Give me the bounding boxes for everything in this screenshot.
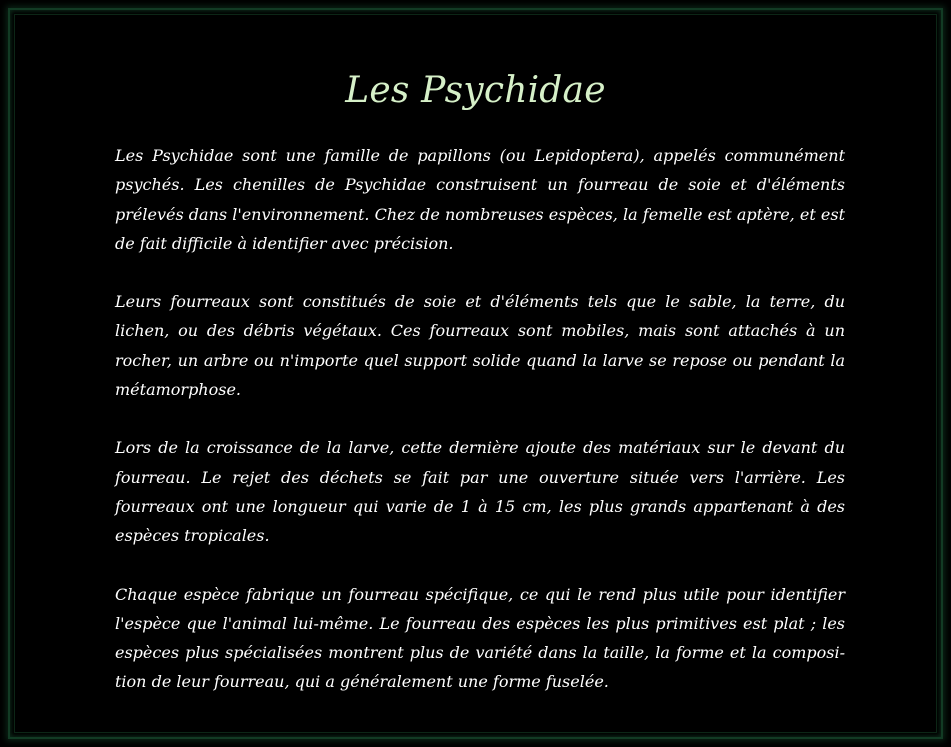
paragraph-4: Chaque espèce fabrique un fourreau spécifique, ce qui le rend plus utile pour identifier l'espèce que l'animal lui-même. Le fourreau des espèces les plus primitives est plat ; les espèces plus spécialisées montrent plus de variété dans la taille, la forme et la composition de leur fourreau, qui a généralement une forme fuselée. [115,584,845,692]
paragraph-1: Les Psychidae sont une famille de papillons (ou Lepidoptera), appelés communément psychés. Les chenilles de Psychidae construisent un fourreau de soie et d'éléments prélevés dans l'environnement. Chez de nombreuses espèces, la femelle est aptère, et est de fait difficile à identifier avec précision. [115,146,845,253]
paragraph-2: Leurs fourreaux sont constitués de soie et d'éléments tels que le sable, la terre, du lichen, ou des débris végétaux. Ces fourreaux sont mobiles, mais sont attachés à un rocher, un arbre ou n'importe quel support solide quand la larve se repose ou pendant la métamorphose. [115,292,845,400]
article-body [115,141,845,726]
page-title: Les Psychidae [345,70,606,111]
paragraph-3: Lors de la croissance de la larve, cette dernière ajoute des matériaux sur le devant du fourreau. Le rejet des déchets se fait par une ouverture située vers l'arrière. Les fourreaux ont une longueur qui varie de 1 à 15 cm, les plus grands appartenant à des espèces tropicales. [115,438,845,546]
